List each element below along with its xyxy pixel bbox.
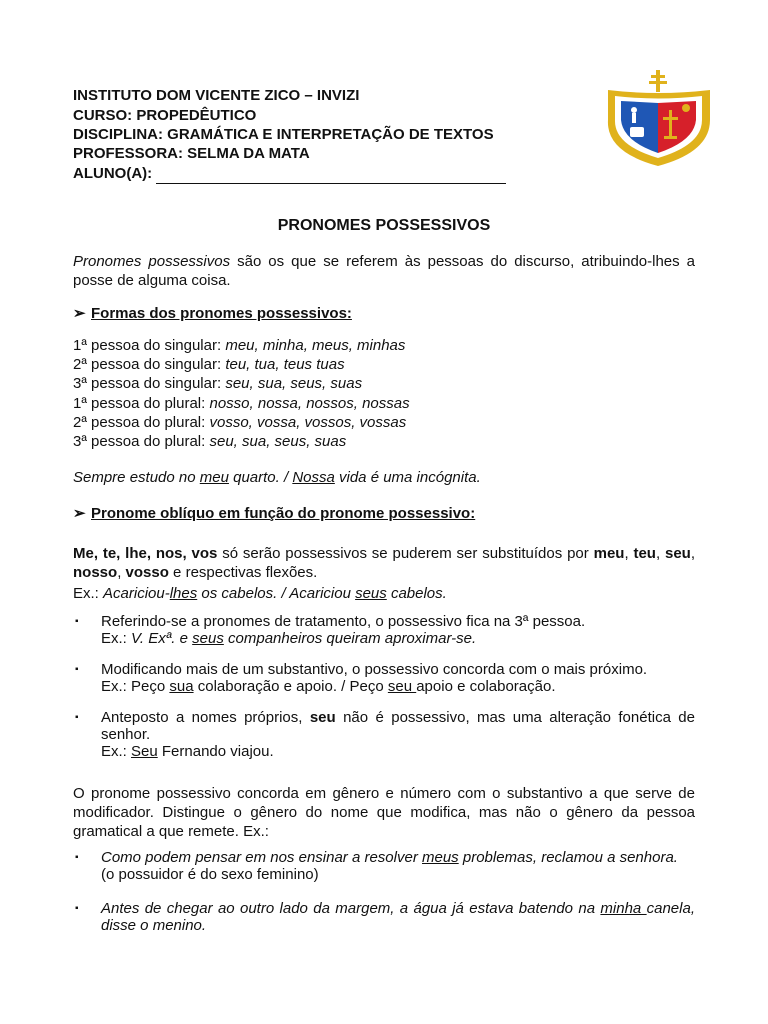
agreement-paragraph: O pronome possessivo concorda em gênero e número com o substantivo a que serve de modificador. Distingue o gênero do nome que modifica, mas não o gênero da pessoa gramatical a que remete. Ex.: xyxy=(73,785,695,840)
arrow-bullet-icon: ➢ xyxy=(73,505,86,522)
section-forms-heading xyxy=(73,304,352,322)
form-line: 1ª pessoa do plural: nosso, nossa, nossos, nossas xyxy=(73,395,410,412)
discipline-line: DISCIPLINA: GRAMÁTICA E INTERPRETAÇÃO DE TEXTOS xyxy=(73,126,494,143)
example-feminine: Como podem pensar em nos ensinar a resolver meus problemas, reclamou a senhora. (o possuidor é do sexo feminino) xyxy=(101,849,678,883)
rule-multiple-nouns: Modificando mais de um substantivo, o possessivo concorda com o mais próximo. Ex.: Peço sua colaboração e apoio. / Peço seu apoio e colaboração. xyxy=(101,661,648,695)
section-oblique-title: Pronome oblíquo em função do pronome possessivo: xyxy=(91,505,476,522)
intro-text: são os que se referem às pessoas do discurso, atribuindo-lhes a posse de alguma coisa. xyxy=(73,253,696,289)
form-line: 2ª pessoa do singular: teu, tua, teus tuas xyxy=(73,356,345,373)
teacher-line: PROFESSORA: SELMA DA MATA xyxy=(73,145,310,162)
form-line: 3ª pessoa do plural: seu, sua, seus, suas xyxy=(73,433,347,450)
course-line: CURSO: PROPEDÊUTICO xyxy=(73,107,257,124)
square-bullet-icon: ▪ xyxy=(75,903,79,914)
forms-example: Sempre estudo no meu quarto. / Nossa vida é uma incógnita. xyxy=(73,469,481,486)
square-bullet-icon: ▪ xyxy=(75,616,79,627)
student-line xyxy=(73,164,506,184)
square-bullet-icon: ▪ xyxy=(75,664,79,675)
student-name-blank[interactable] xyxy=(156,168,506,184)
institute-name: INSTITUTO DOM VICENTE ZICO – INVIZI xyxy=(73,87,360,104)
rule-proper-names: Anteposto a nomes próprios, seu não é possessivo, mas uma alteração fonética de senhor. Ex.: Seu Fernando viajou. xyxy=(101,709,695,760)
section-forms-title: Formas dos pronomes possessivos: xyxy=(91,305,352,322)
square-bullet-icon: ▪ xyxy=(75,852,79,863)
intro-paragraph xyxy=(73,252,695,290)
form-line: 2ª pessoa do plural: vosso, vossa, vossos, vossas xyxy=(73,414,407,431)
form-line: 3ª pessoa do singular: seu, sua, seus, suas xyxy=(73,375,363,392)
crest-cross-icon xyxy=(649,70,667,92)
arrow-bullet-icon: ➢ xyxy=(73,305,86,322)
page-title: PRONOMES POSSESSIVOS xyxy=(277,217,491,234)
oblique-paragraph: Me, te, lhe, nos, vos só serão possessivos se puderem ser substituídos por meu, teu, seu, nosso, vosso e respectivas flexões. xyxy=(73,545,696,581)
square-bullet-icon: ▪ xyxy=(75,712,79,723)
oblique-example: Ex.: Acariciou-lhes os cabelos. / Acariciou seus cabelos. xyxy=(73,585,447,602)
example-boy: Antes de chegar ao outro lado da margem, a água já estava batendo na minha canela, disse o menino. xyxy=(101,900,695,934)
institute-crest-logo xyxy=(600,70,720,170)
form-line: 1ª pessoa do singular: meu, minha, meus, minhas xyxy=(73,337,406,354)
rule-treatment: Referindo-se a pronomes de tratamento, o possessivo fica na 3ª pessoa. Ex.: V. Exª. e seus companheiros queiram aproximar-se. xyxy=(101,613,586,647)
section-oblique-heading xyxy=(73,504,475,522)
student-label: ALUNO(A): xyxy=(73,165,153,182)
intro-term: Pronomes possessivos xyxy=(73,253,231,270)
